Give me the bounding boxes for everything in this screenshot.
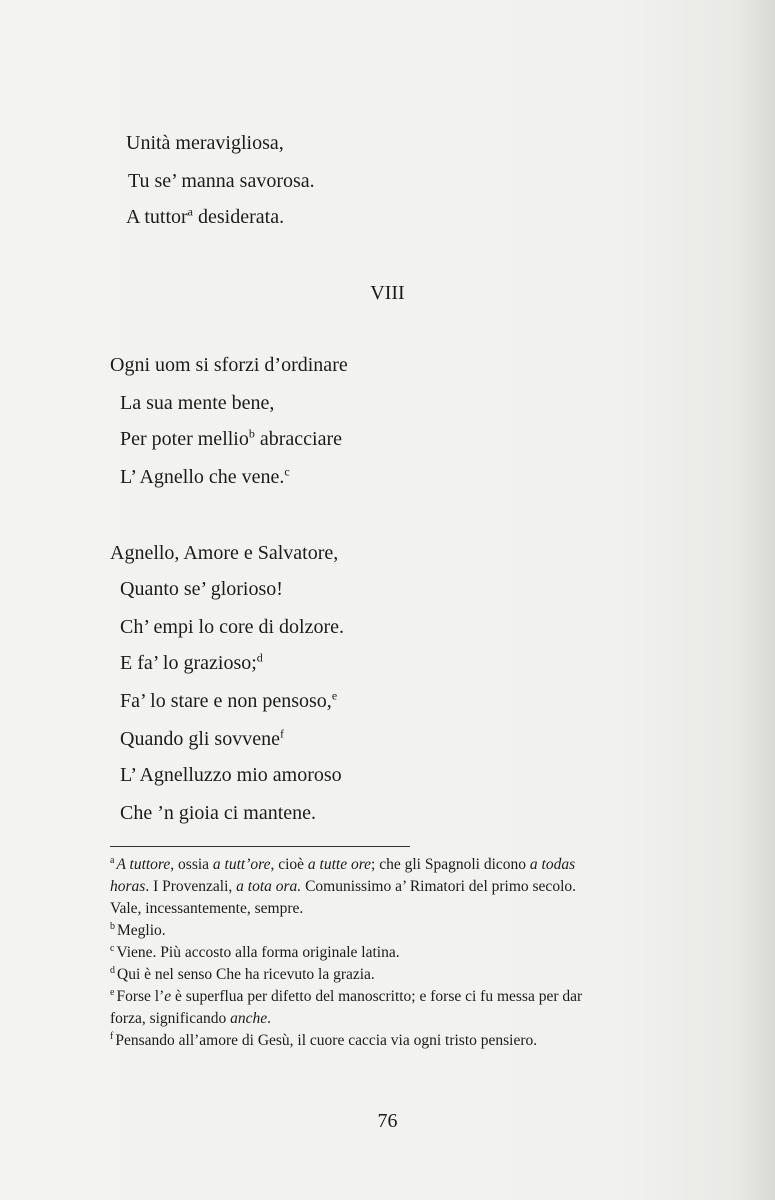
verse-line: Ogni uom si sforzi d’ordinare <box>110 354 348 376</box>
footnote-e-line2: forza, significando anche. <box>110 1010 271 1027</box>
footnote-f: $^f$ Pensando all’amore di Gesù, il cuore caccia via ogni tristo pensiero. <box>110 1030 538 1049</box>
verse-line: Ch’ empi lo core di dolzore. <box>120 616 345 638</box>
footnote-divider <box>110 846 410 847</box>
footnote-c: $^c$ Viene. Più accosto alla forma originale latina. <box>110 942 400 961</box>
footnotes <box>110 854 710 1052</box>
footnote-a: $^a$ A tuttore, ossia a tutt’ore, cioè a tutte ore; che gli Spagnoli dicono a todas <box>110 854 576 873</box>
verse-line: E fa’ lo grazioso;$^d$ <box>120 650 263 674</box>
verse-line: Unità meravigliosa, <box>126 132 284 154</box>
footnote-a-line2: horas. I Provenzali, a tota ora. Comunissimo a’ Rimatori del primo secolo. <box>110 878 576 895</box>
footnote-d: $^d$ Qui è nel senso Che ha ricevuto la grazia. <box>110 964 375 983</box>
section-title: VIII <box>370 282 405 304</box>
verse-line: Per poter mellio$^b$ abracciare <box>120 426 342 450</box>
footnote-a-line3: Vale, incessantemente, sempre. <box>110 900 304 917</box>
verse-line: La sua mente bene, <box>120 392 275 414</box>
footnote-ref: e <box>331 688 338 703</box>
footnote-b: $^b$ Meglio. <box>110 920 166 939</box>
verse-line: L’ Agnello che vene.$^c$ <box>120 464 290 488</box>
verse-line: Agnello, Amore e Salvatore, <box>110 542 339 564</box>
verse-line: Che ’n gioia ci mantene. <box>120 802 317 824</box>
footnote-ref: c <box>284 464 290 479</box>
verse-line: L’ Agnelluzzo mio amoroso <box>120 764 342 786</box>
verse-line: Fa’ lo stare e non pensoso,$^e$ <box>120 688 338 712</box>
footnote-ref: b <box>248 426 255 441</box>
verse-line: A tuttor$^a$ desiderata. <box>126 204 285 228</box>
page-number: 76 <box>377 1110 398 1132</box>
footnote-ref: a <box>187 204 193 219</box>
verse-line: Quanto se’ glorioso! <box>120 578 283 600</box>
footnote-ref: d <box>256 650 263 665</box>
verse-line: Quando gli sovvene$^f$ <box>120 726 284 750</box>
verse-line: Tu se’ manna savorosa. <box>128 170 315 192</box>
footnote-e: $^e$ Forse l’e è superflua per difetto del manoscritto; e forse ci fu messa per dar <box>110 986 583 1005</box>
footnote-ref: f <box>279 726 284 741</box>
